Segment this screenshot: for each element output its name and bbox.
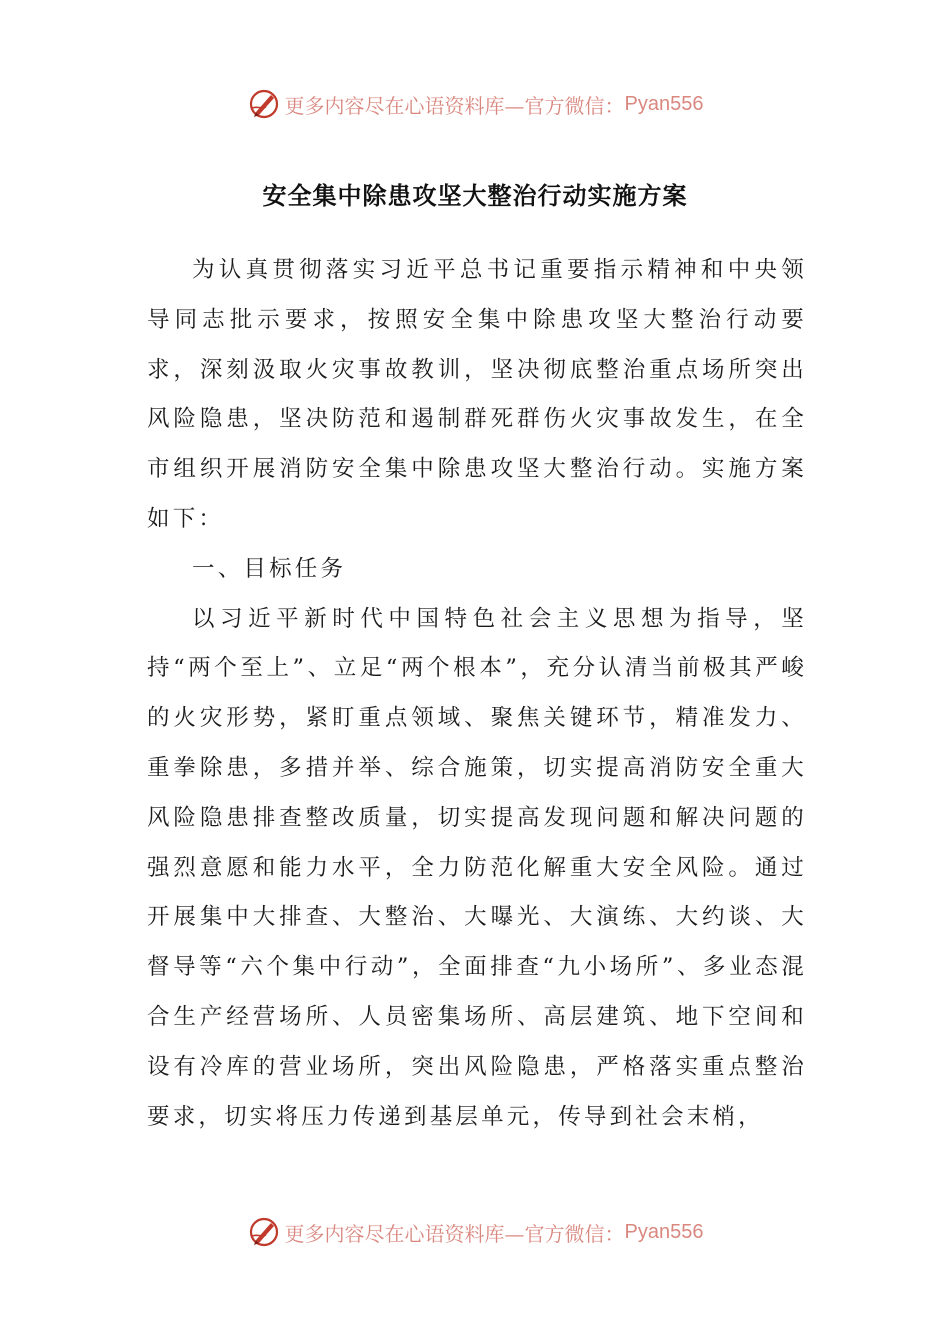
watermark-wechat-id: Pyan556 bbox=[624, 1220, 704, 1243]
intro-paragraph: 为认真贯彻落实习近平总书记重要指示精神和中央领导同志批示要求，按照安全集中除患攻坚大整治行动要求，深刻汲取火灾事故教训，坚决彻底整治重点场所突出风险隐患，坚决防范和遏制群死群伤火灾事故发生，在全市组织开展消防安全集中除患攻坚大整治行动。实施方案如下： bbox=[147, 257, 807, 532]
pen-logo-icon bbox=[247, 87, 281, 121]
body-paragraph: 以习近平新时代中国特色社会主义思想为指导，坚持“两个至上”、立足“两个根本”，充分认清当前极其严峻的火灾形势，紧盯重点领域、聚焦关键环节，精准发力、重拳除患，多措并举、综合施策，切实提高消防安全重大风险隐患排查整改质量，切实提高发现问题和解决问题的强烈意愿和能力水平，全力防范化解重大安全风险。通过开展集中大排查、大整治、大曝光、大演练、大约谈、大督导等“六个集中行动”，全面排查“九小场所”、多业态混合生产经营场所、人员密集场所、高层建筑、地下空间和设有冷库的营业场所，突出风险隐患，严格落实重点整治要求，切实将压力传递到基层单元，传导到社会末梢， bbox=[147, 605, 807, 1130]
document-title: 安全集中除患攻坚大整治行动实施方案 bbox=[262, 182, 688, 210]
document-body bbox=[147, 246, 807, 1142]
pen-logo-icon bbox=[247, 1215, 281, 1249]
watermark-banner-bottom bbox=[0, 1212, 950, 1252]
watermark-wechat-id: Pyan556 bbox=[624, 92, 704, 115]
watermark-banner-top bbox=[0, 84, 950, 124]
watermark-text: 更多内容尽在心语资料库—官方微信： bbox=[284, 1221, 625, 1246]
watermark-text: 更多内容尽在心语资料库—官方微信： bbox=[284, 93, 625, 118]
section-heading: 一、目标任务 bbox=[192, 555, 347, 582]
